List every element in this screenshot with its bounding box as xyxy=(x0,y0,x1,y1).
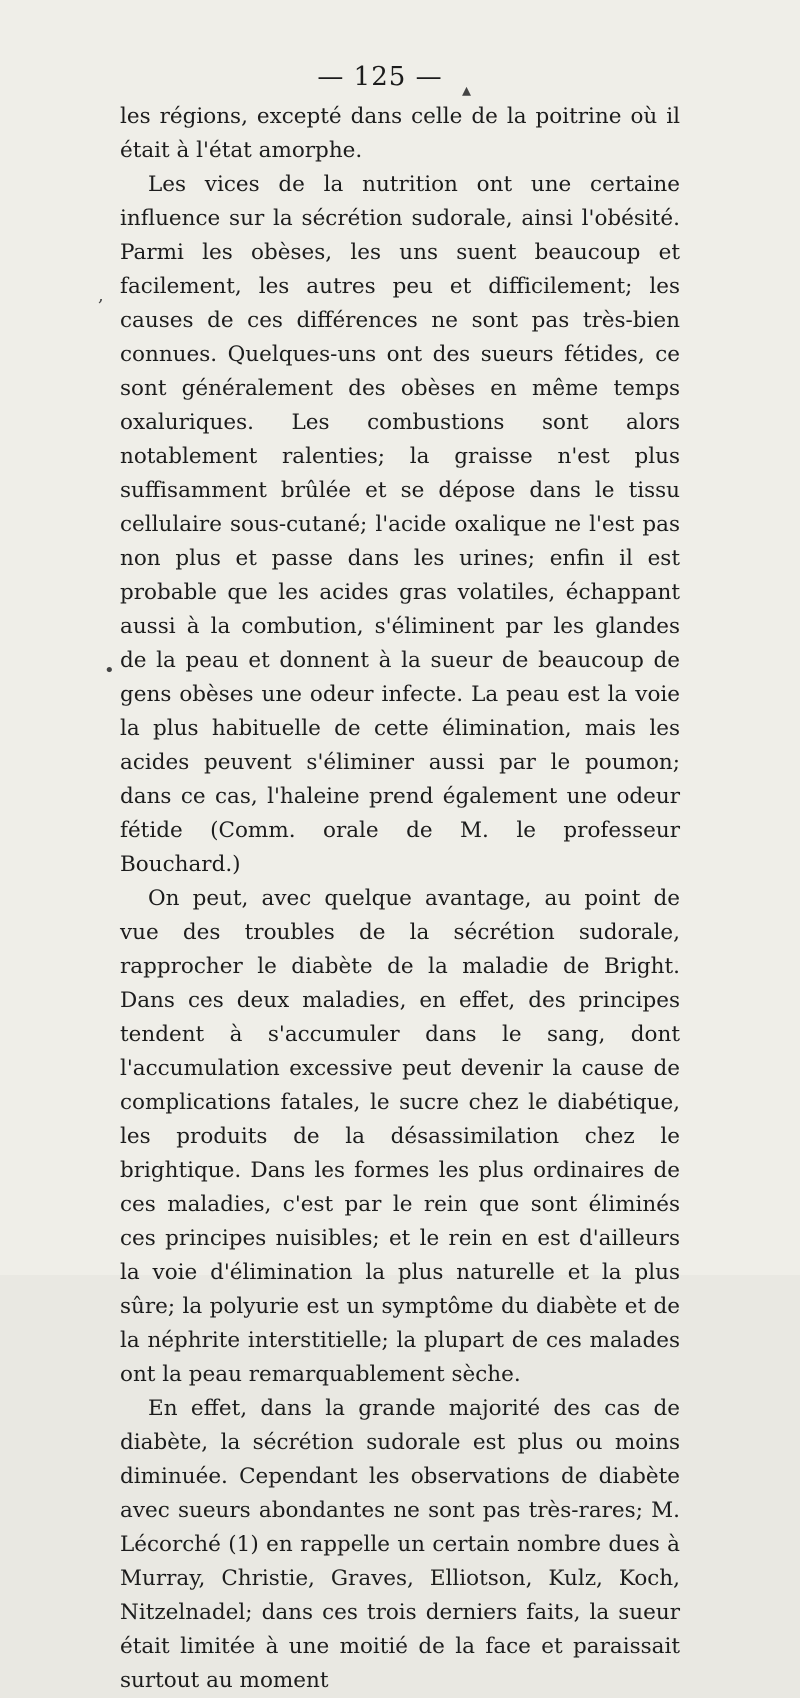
page-number: — 125 — xyxy=(317,62,443,92)
paragraph-3: On peut, avec quelque avantage, au point de vue des troubles de la sécrétion sudorale, rapprocher le diabète de la maladie de Bright. Dans ces deux maladies, en effet, des principes tendent à s'accumuler dans le sang, dont l'accumulation excessive peut devenir la cause de complications fatales, le sucre chez le diabétique, les produits de la désassimilation chez le brightique. Dans les formes les plus ordinaires de ces maladies, c'est par le rein que sont éliminés ces principes nuisibles; et le rein en est d'ailleurs la voie d'élimination la plus naturelle et la plus sûre; la polyurie est un symptôme du diabète et de la néphrite interstitielle; la plupart de ces malades ont la peau remarquablement sèche. xyxy=(120,886,680,1387)
paragraph-1: les régions, excepté dans celle de la poitrine où il était à l'état amorphe. xyxy=(120,104,680,163)
paragraph-2: Les vices de la nutrition ont une certaine influence sur la sécrétion sudorale, ainsi l'obésité. Parmi les obèses, les uns suent beaucoup et facilement, les autres peu et difficilement; les causes de ces différences ne sont pas très-bien connues. Quelques-uns ont des sueurs fétides, ce sont généralement des obèses en même temps oxaluriques. Les combustions sont alors notablement ralenties; la graisse n'est plus suffisamment brûlée et se dépose dans le tissu cellulaire sous-cutané; l'acide oxalique ne l'est pas non plus et passe dans les urines; enfin il est probable que les acides gras volatiles, échappant aussi à la combution, s'éliminent par les glandes de la peau et donnent à la sueur de beaucoup de gens obèses une odeur infecte. La peau est la voie la plus habituelle de cette élimination, mais les acides peuvent s'éliminer aussi par le poumon; dans ce cas, l'haleine prend également une odeur fétide (Comm. orale de M. le professeur Bouchard.) xyxy=(120,172,680,877)
speck-mark: • xyxy=(104,660,115,681)
speck-mark: , xyxy=(98,285,104,306)
body-text xyxy=(120,100,680,1698)
paragraph-4: En effet, dans la grande majorité des cas de diabète, la sécrétion sudorale est plus ou moins diminuée. Cependant les observations de diabète avec sueurs abondantes ne sont pas très-rares; M. Lécorché (1) en rappelle un certain nombre dues à Murray, Christie, Graves, Elliotson, Kulz, Koch, Nitzelnadel; dans ces trois derniers faits, la sueur était limitée à une moitié de la face et paraissait surtout au moment xyxy=(120,1396,680,1693)
speck-mark: ▴ xyxy=(462,80,472,101)
